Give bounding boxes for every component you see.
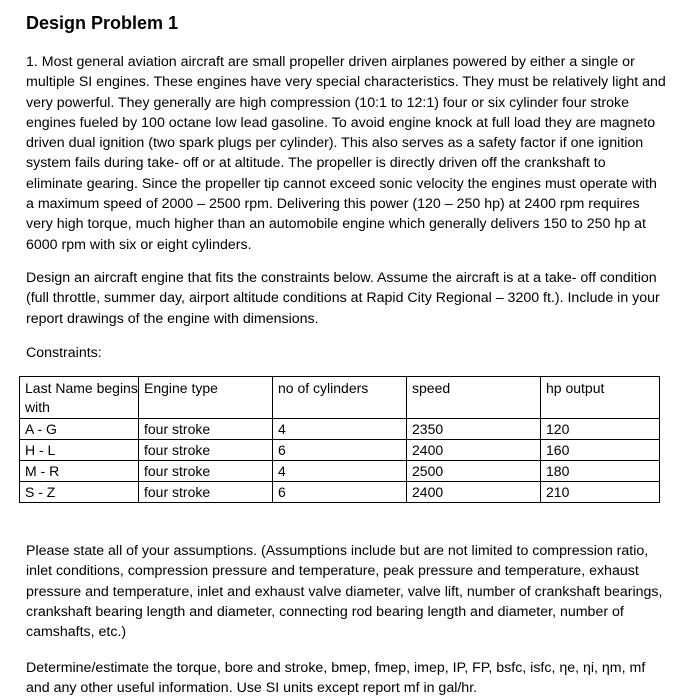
cell-name-range: M - R bbox=[20, 461, 139, 482]
cell-engine-type: four stroke bbox=[139, 482, 273, 503]
cell-speed: 2400 bbox=[407, 482, 541, 503]
cell-speed: 2400 bbox=[407, 440, 541, 461]
column-header-hp-output: hp output bbox=[541, 377, 660, 419]
table-row bbox=[20, 461, 660, 482]
table-row bbox=[20, 440, 660, 461]
column-header-engine-type: Engine type bbox=[139, 377, 273, 419]
cell-hp-output: 160 bbox=[541, 440, 660, 461]
cell-name-range: A - G bbox=[20, 419, 139, 440]
cell-hp-output: 180 bbox=[541, 461, 660, 482]
intro-paragraph: 1. Most general aviation aircraft are small propeller driven airplanes powered by either a single or multiple SI engines. These engines have very special characteristics. They must be relatively light and very powerful. They generally are high compression (10:1 to 12:1) four or six cylinder four stroke engines fueled by 100 octane low lead gasoline. To avoid engine knock at full load they are magneto driven dual ignition (two spark plugs per cylinder). This also serves as a safety factor if one ignition system fails during take- off or at altitude. The propeller is directly driven off the crankshaft to eliminate gearing. Since the propeller tip cannot exceed sonic velocity the engines must operate with a maximum speed of 2000 – 2500 rpm. Delivering this power (120 – 250 hp) at 2400 rpm requires very high torque, much higher than an automobile engine which generally delivers 150 to 250 hp at 6000 rpm with six or eight cylinders. bbox=[26, 54, 666, 253]
column-header-cylinders: no of cylinders bbox=[273, 377, 407, 419]
cell-cylinders: 4 bbox=[273, 419, 407, 440]
cell-hp-output: 210 bbox=[541, 482, 660, 503]
cell-engine-type: four stroke bbox=[139, 440, 273, 461]
cell-engine-type: four stroke bbox=[139, 419, 273, 440]
constraints-table bbox=[19, 376, 660, 503]
design-task-paragraph: Design an aircraft engine that fits the constraints below. Assume the aircraft is at a take- off condition (full throttle, summer day, airport altitude conditions at Rapid City Regional – 3200 ft.). Include in your report drawings of the engine with dimensions. bbox=[26, 270, 660, 327]
cell-name-range: S - Z bbox=[20, 482, 139, 503]
table-row bbox=[20, 419, 660, 440]
cell-speed: 2500 bbox=[407, 461, 541, 482]
column-header-speed: speed bbox=[407, 377, 541, 419]
deliverables-paragraph: Determine/estimate the torque, bore and stroke, bmep, fmep, imep, IP, FP, bsfc, isfc, ηe, ηi, ηm, mf and any other useful information. Use SI units except report mf in gal/hr. bbox=[26, 660, 646, 697]
cell-cylinders: 6 bbox=[273, 440, 407, 461]
cell-cylinders: 4 bbox=[273, 461, 407, 482]
column-header-last-name: Last Name begins with bbox=[20, 377, 139, 419]
cell-speed: 2350 bbox=[407, 419, 541, 440]
cell-cylinders: 6 bbox=[273, 482, 407, 503]
assumptions-paragraph: Please state all of your assumptions. (Assumptions include but are not limited to compression ratio, inlet conditions, compression pressure and temperature, peak pressure and temperature, exhaust pressure and temperature, inlet and exhaust valve diameter, valve lift, number of crankshaft bearings, crankshaft bearing length and diameter, connecting rod bearing length and diameter, number of camshafts, etc.) bbox=[26, 543, 663, 641]
table-header-row bbox=[20, 377, 660, 419]
cell-name-range: H - L bbox=[20, 440, 139, 461]
constraints-label: Constraints: bbox=[26, 345, 102, 361]
cell-engine-type: four stroke bbox=[139, 461, 273, 482]
cell-hp-output: 120 bbox=[541, 419, 660, 440]
page-title: Design Problem 1 bbox=[26, 13, 179, 33]
table-row bbox=[20, 482, 660, 503]
